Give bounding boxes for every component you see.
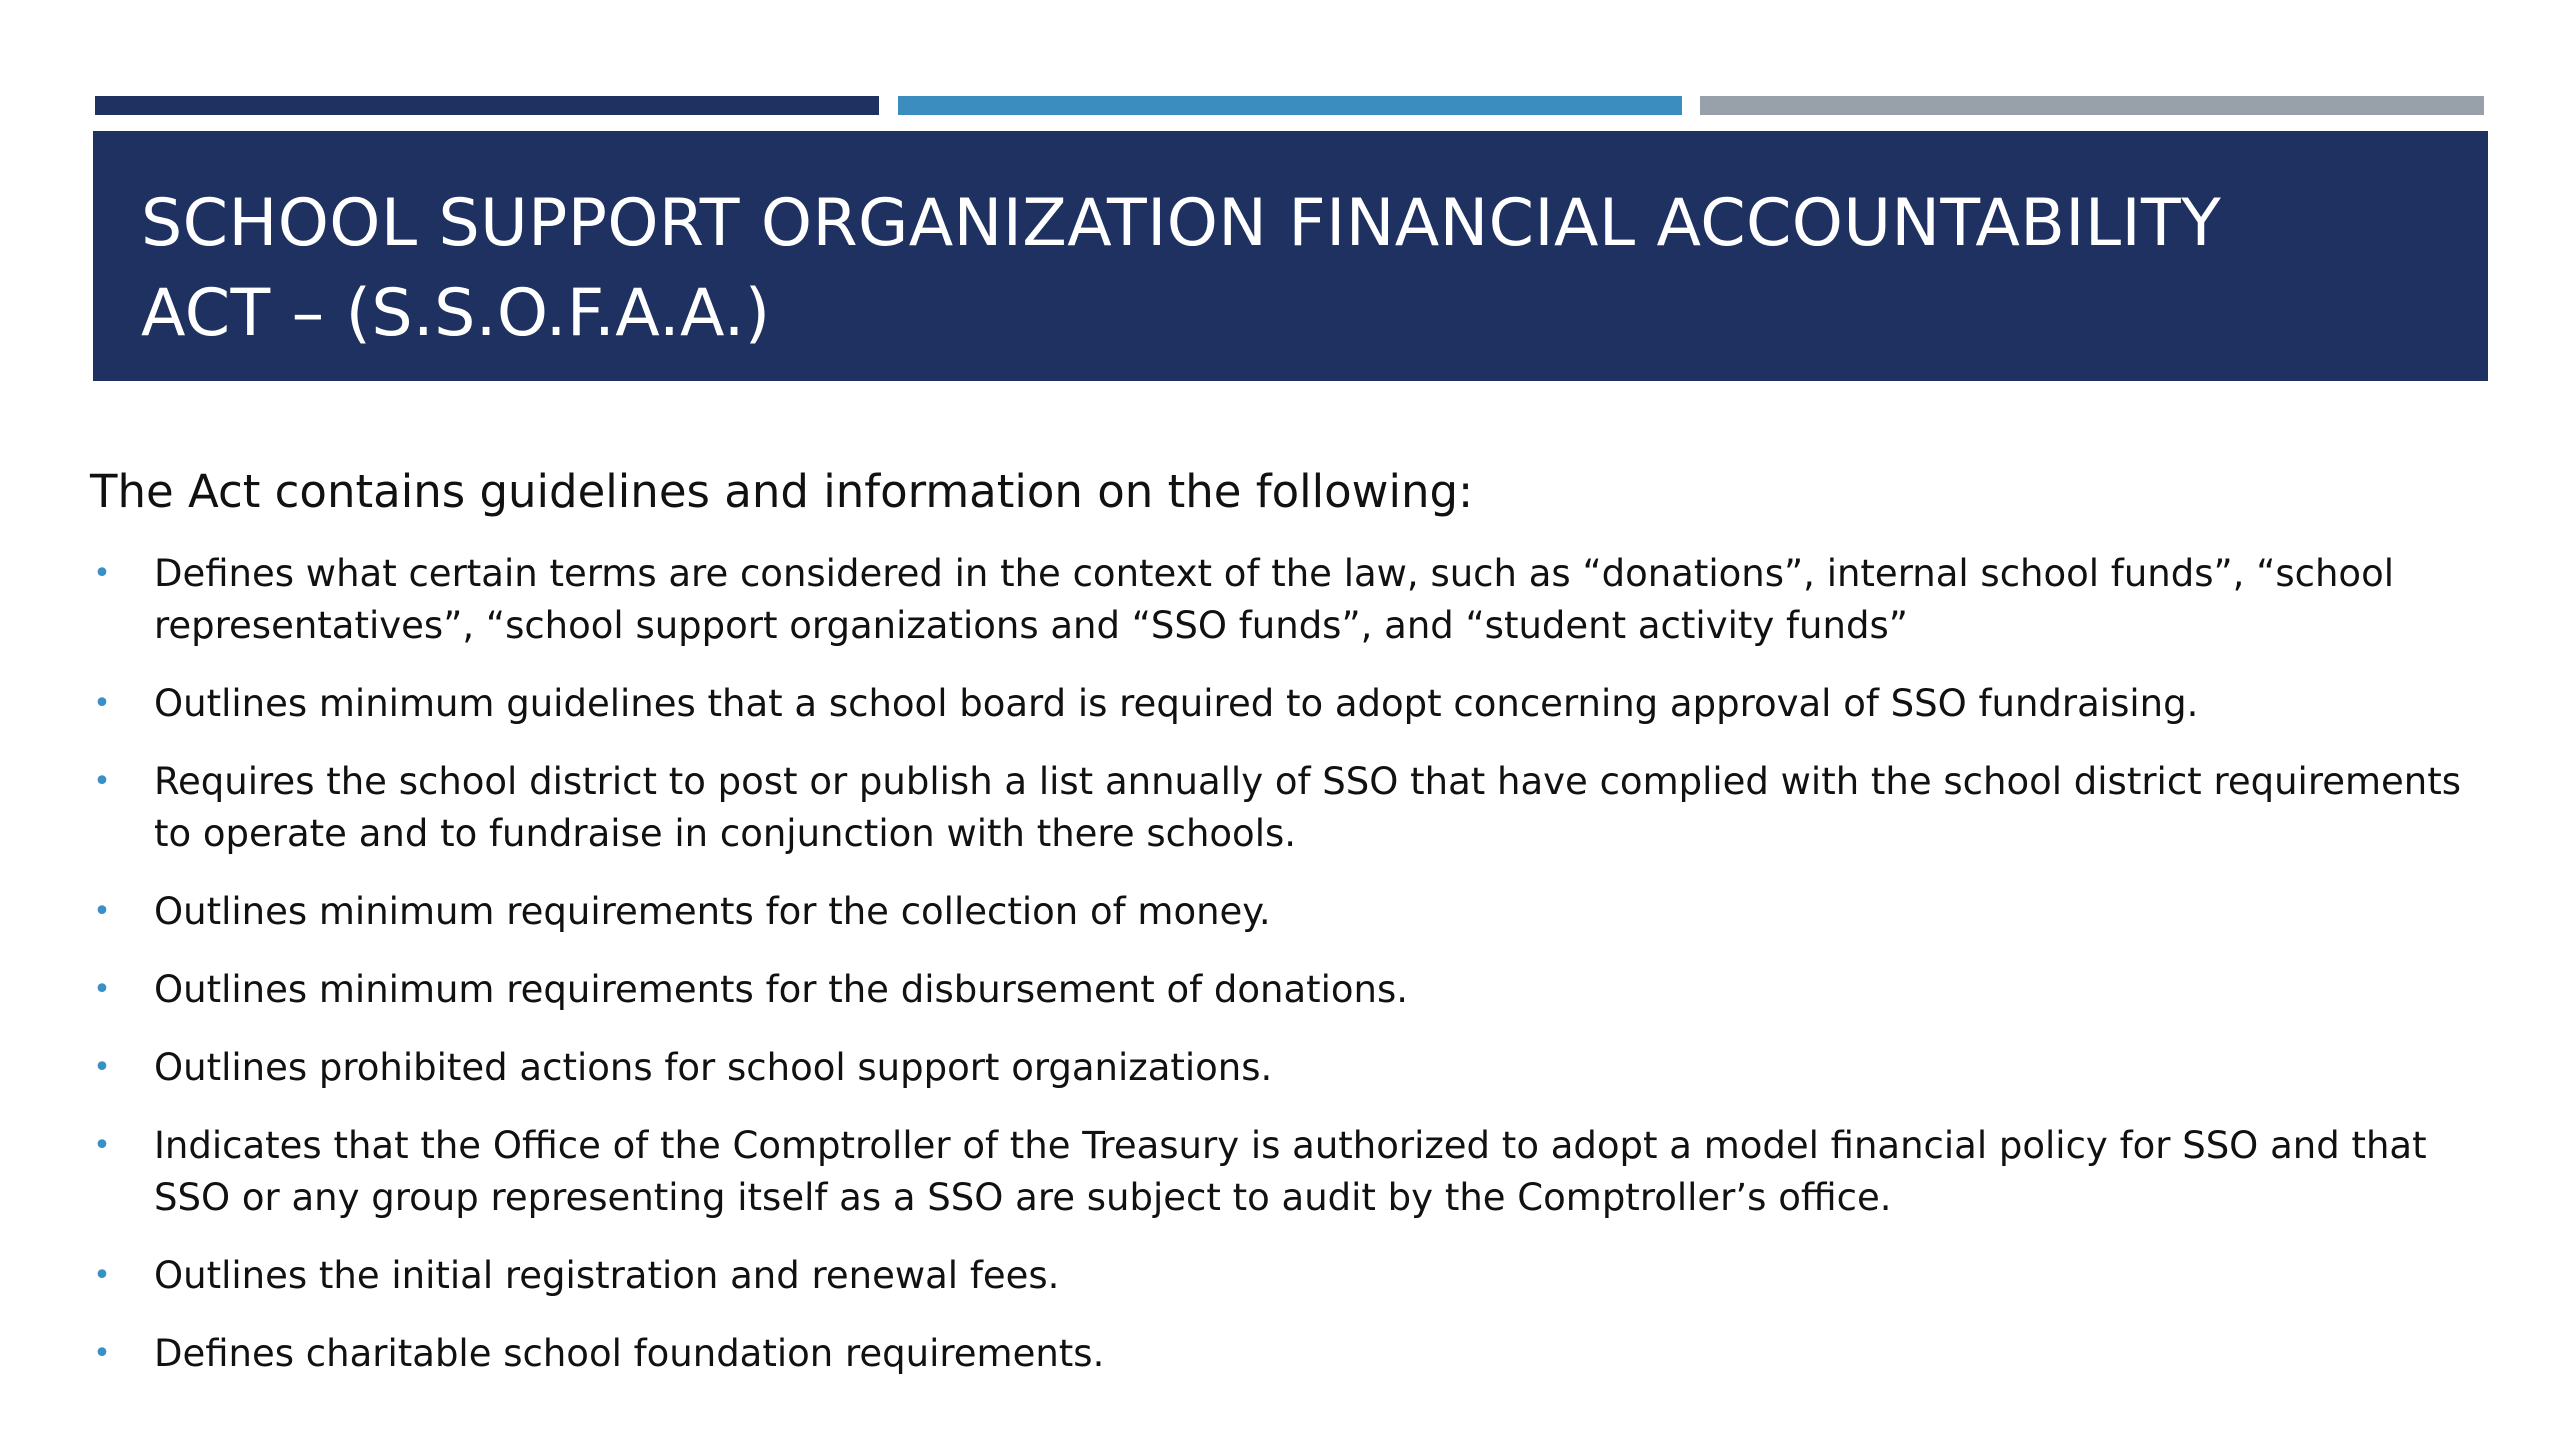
bullet-item bbox=[90, 756, 2490, 860]
bullet-item bbox=[90, 1328, 2490, 1380]
bullet-icon: • bbox=[93, 1128, 111, 1163]
bullet-text: Defines charitable school foundation requirements. bbox=[154, 1332, 1105, 1375]
title-band bbox=[93, 131, 2488, 381]
bullet-item bbox=[90, 886, 2490, 938]
bullet-item bbox=[90, 964, 2490, 1016]
bullet-text: Indicates that the Office of the Comptroller of the Treasury is authorized to adopt a model financial policy for SSO and that SSO or any group representing itself as a SSO are subject to audit by the Comptroller’s office. bbox=[154, 1124, 2427, 1219]
accent-bar-blue bbox=[898, 96, 1682, 115]
bullet-text: Defines what certain terms are considered in the context of the law, such as “donations”, internal school funds”, “school representatives”, “school support organizations and “SSO funds”, and “student activity funds” bbox=[154, 552, 2394, 647]
bullet-icon: • bbox=[93, 1258, 111, 1293]
bullet-icon: • bbox=[93, 764, 111, 799]
bullet-text: Outlines prohibited actions for school support organizations. bbox=[154, 1046, 1273, 1089]
bullet-text: Outlines the initial registration and renewal fees. bbox=[154, 1254, 1060, 1297]
bullet-icon: • bbox=[93, 1336, 111, 1371]
slide-content bbox=[90, 462, 2490, 1406]
bullet-text: Requires the school district to post or publish a list annually of SSO that have complied with the school district requirements to operate and to fundraise in conjunction with there schools. bbox=[154, 760, 2462, 855]
bullet-list bbox=[90, 548, 2490, 1380]
bullet-icon: • bbox=[93, 1050, 111, 1085]
bullet-text: Outlines minimum requirements for the disbursement of donations. bbox=[154, 968, 1409, 1011]
intro-text: The Act contains guidelines and information on the following: bbox=[90, 465, 1474, 518]
bullet-item bbox=[90, 548, 2490, 652]
slide-title: SCHOOL SUPPORT ORGANIZATION FINANCIAL ACCOUNTABILITY ACT – (S.S.O.F.A.A.) bbox=[141, 186, 2222, 351]
bullet-icon: • bbox=[93, 686, 111, 721]
bullet-item bbox=[90, 1120, 2490, 1224]
bullet-icon: • bbox=[93, 894, 111, 929]
bullet-item bbox=[90, 1042, 2490, 1094]
bullet-text: Outlines minimum guidelines that a school board is required to adopt concerning approval of SSO fundraising. bbox=[154, 682, 2199, 725]
bullet-item bbox=[90, 1250, 2490, 1302]
bullet-item bbox=[90, 678, 2490, 730]
bullet-text: Outlines minimum requirements for the collection of money. bbox=[154, 890, 1271, 933]
accent-bar-navy bbox=[95, 96, 879, 115]
bullet-icon: • bbox=[93, 972, 111, 1007]
accent-bar-gray bbox=[1700, 96, 2484, 115]
bullet-icon: • bbox=[93, 556, 111, 591]
